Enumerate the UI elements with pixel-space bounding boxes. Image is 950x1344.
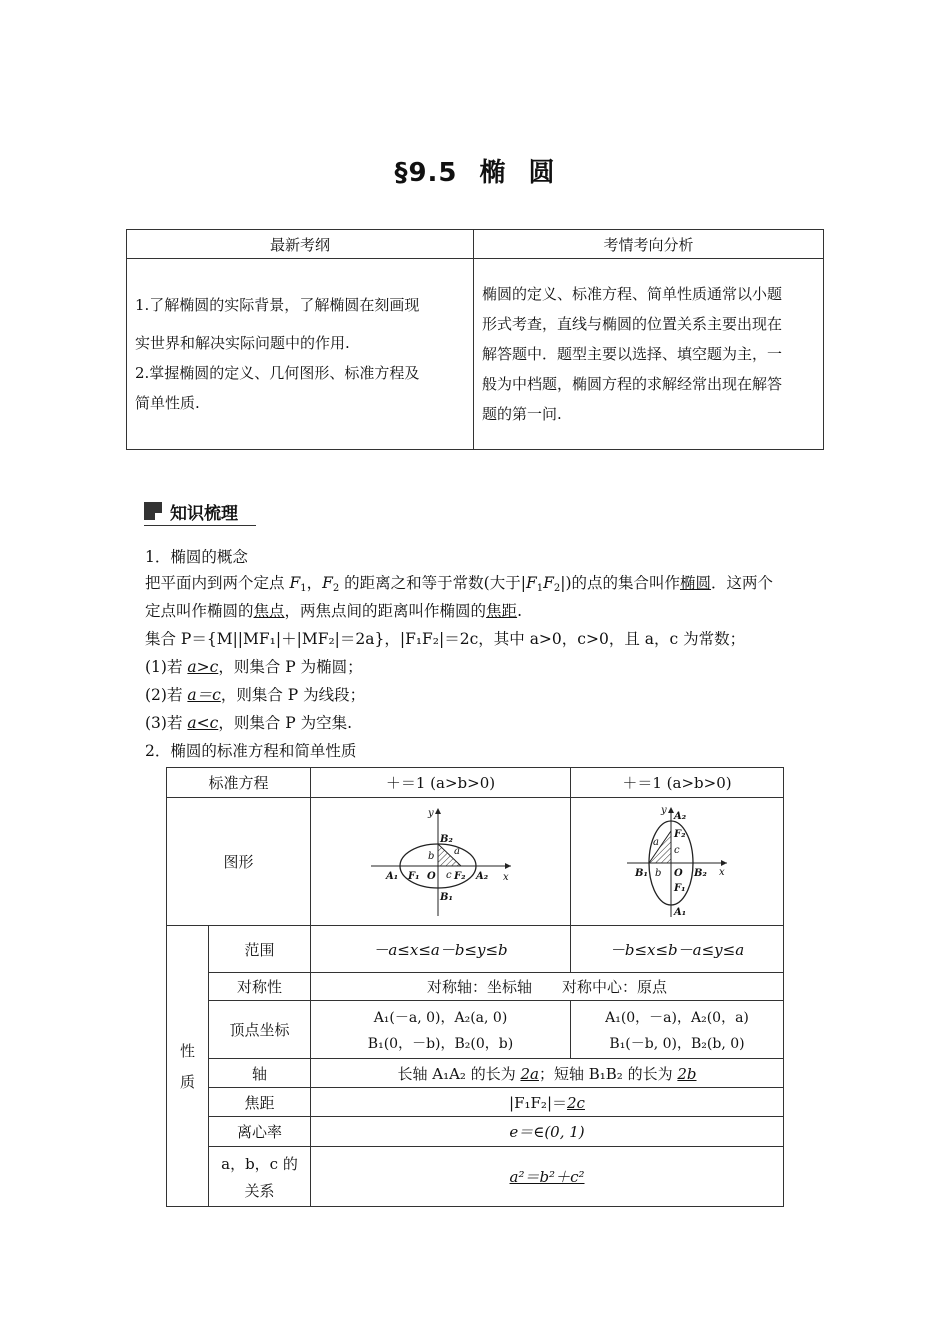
vertices-horizontal xyxy=(311,1001,571,1059)
text: |F₁F₂|＝ xyxy=(509,1093,567,1112)
term-ellipse: 椭圆 xyxy=(680,574,712,592)
label-b: b xyxy=(427,850,434,862)
text: 定点叫作椭圆的 xyxy=(145,602,254,620)
symmetry-value: 对称轴：坐标轴 对称中心：原点 xyxy=(311,973,784,1001)
analysis-line: 题的第一问. xyxy=(482,405,562,423)
outline-line: 2.掌握椭圆的定义、几何图形、标准方程及 xyxy=(135,364,420,382)
text: ，则集合 P 为椭圆； xyxy=(218,658,363,676)
vertices-vertical-line-1: A₁(0，－a)，A₂(0，a) xyxy=(605,1009,749,1026)
outline-line: 简单性质. xyxy=(135,394,200,412)
page-title xyxy=(0,152,950,189)
label-abc-relation xyxy=(209,1147,311,1207)
label-symmetry: 对称性 xyxy=(209,973,311,1001)
text: (3)若 xyxy=(145,714,188,732)
range-vertical: －b≤x≤b－a≤y≤a xyxy=(571,926,784,973)
label-A1: A₁ xyxy=(385,870,398,882)
analysis-line: 形式考查，直线与椭圆的位置关系主要出现在 xyxy=(482,315,783,333)
label-F1: F₁ xyxy=(674,882,686,894)
title-char-2: 圆 xyxy=(528,158,556,188)
minor-axis-length: 2b xyxy=(677,1064,697,1083)
x-arrow-icon xyxy=(505,863,511,869)
figure-vertical-cell xyxy=(571,798,784,926)
label-A2: A₂ xyxy=(674,810,687,822)
vertices-vertical xyxy=(571,1001,784,1059)
text: (2)若 xyxy=(145,686,188,704)
label-x: x xyxy=(502,871,509,883)
text: ；短轴 B₁B₂ 的长为 xyxy=(538,1064,678,1083)
figure-horizontal-cell xyxy=(311,798,571,926)
label-a: a xyxy=(653,836,659,848)
label-B1: B₁ xyxy=(635,867,648,879)
syllabus-header-outline: 最新考纲 xyxy=(127,230,474,259)
case-1-condition: a>c xyxy=(187,658,219,676)
label-b: b xyxy=(655,867,662,879)
case-2 xyxy=(145,683,365,705)
vertices-horizontal-line-2: B₁(0，－b)，B₂(0，b) xyxy=(367,1035,514,1052)
vertices-vertical-line-2: B₁(－b, 0)，B₂(b, 0) xyxy=(609,1035,745,1052)
outline-line: 实世界和解决实际问题中的作用. xyxy=(135,334,350,352)
text: 的距离之和等于常数(大于| xyxy=(339,574,526,592)
label-eccentricity: 离心率 xyxy=(209,1117,311,1147)
x-arrow-icon xyxy=(721,860,727,866)
label-c: c xyxy=(674,844,680,856)
section-header xyxy=(144,497,238,525)
title-section-number: §9.5 xyxy=(394,158,458,188)
standard-heading: 2．椭圆的标准方程和简单性质 xyxy=(145,742,357,760)
text: . xyxy=(517,602,522,620)
label-abc-relation-line-2: 关系 xyxy=(244,1181,275,1200)
concept-heading: 1．椭圆的概念 xyxy=(145,548,248,566)
syllabus-outline-cell xyxy=(127,259,474,450)
section-header-label: 知识梳理 xyxy=(170,503,238,524)
text: 长轴 A₁A₂ 的长为 xyxy=(397,1064,521,1083)
ellipse-properties-table xyxy=(166,767,784,1207)
equation-vertical: ＋＝1 (a>b>0) xyxy=(571,768,784,798)
label-figure: 图形 xyxy=(167,798,311,926)
section-square-icon xyxy=(144,502,162,520)
focal-distance-value xyxy=(311,1088,784,1117)
concept-line-1: 把平面内到两个定点 $F_1$，$F_2$ 的距离之和等于常数(大于$|F_1F_2|$)的点的集合叫作椭圆．这两个 xyxy=(145,574,774,594)
text: ．这两个 xyxy=(711,574,774,592)
text: ，则集合 P 为线段； xyxy=(220,686,366,704)
text: 把平面内到两个定点 xyxy=(145,574,290,592)
label-x: x xyxy=(719,866,725,878)
text: ，两焦点间的距离叫作椭圆的 xyxy=(284,602,487,620)
label-F2: F₂ xyxy=(453,870,465,882)
case-1 xyxy=(145,655,363,677)
axis-value xyxy=(311,1059,784,1088)
label-properties-char-2: 质 xyxy=(179,1073,195,1091)
eccentricity-value: e＝∈(0, 1) xyxy=(311,1117,784,1147)
label-y: y xyxy=(427,807,434,819)
text: ， xyxy=(306,574,323,592)
vertices-horizontal-line-1: A₁(－a, 0)，A₂(a, 0) xyxy=(373,1009,508,1026)
analysis-line: 椭圆的定义、标准方程、简单性质通常以小题 xyxy=(482,285,783,303)
text: (1)若 xyxy=(145,658,188,676)
label-B1: B₁ xyxy=(439,891,453,903)
case-3-condition: a<c xyxy=(187,714,219,732)
y-arrow-icon xyxy=(435,808,441,814)
case-3 xyxy=(145,711,352,733)
label-A1: A₁ xyxy=(674,906,687,918)
set-definition: 集合 P＝{M||MF₁|＋|MF₂|＝2a}，|F₁F₂|＝2c，其中 a>0，c>0，且 a，c 为常数； xyxy=(145,630,746,648)
title-char-1: 椭 xyxy=(479,158,507,188)
term-focus: 焦点 xyxy=(253,602,285,620)
outline-line: 1.了解椭圆的实际背景，了解椭圆在刻画现 xyxy=(135,296,420,314)
label-range: 范围 xyxy=(209,926,311,973)
label-axis: 轴 xyxy=(209,1059,311,1088)
concept-line-2 xyxy=(145,599,522,621)
label-properties xyxy=(167,926,209,1207)
syllabus-header-analysis: 考情考向分析 xyxy=(474,230,824,259)
abc-relation-value: a²＝b²＋c² xyxy=(311,1147,784,1207)
label-F2: F₂ xyxy=(674,828,686,840)
label-B2: B₂ xyxy=(694,867,707,879)
syllabus-analysis-cell xyxy=(474,259,824,450)
text: |)的点的集合叫作 xyxy=(560,574,680,592)
vertical-ellipse-figure xyxy=(619,803,735,921)
label-c: c xyxy=(445,869,452,881)
text: ，则集合 P 为空集. xyxy=(218,714,353,732)
label-focal-distance: 焦距 xyxy=(209,1088,311,1117)
focal-distance-answer: 2c xyxy=(567,1093,585,1112)
syllabus-table xyxy=(126,229,824,450)
equation-horizontal: ＋＝1 (a>b>0) xyxy=(311,768,571,798)
label-properties-char-1: 性 xyxy=(179,1042,195,1060)
horizontal-ellipse-figure xyxy=(366,804,516,920)
label-a: a xyxy=(453,845,460,857)
label-O: O xyxy=(674,867,683,879)
label-O: O xyxy=(426,870,436,882)
label-vertices: 顶点坐标 xyxy=(209,1001,311,1059)
analysis-line: 般为中档题，椭圆方程的求解经常出现在解答 xyxy=(482,375,783,393)
major-axis-length: 2a xyxy=(520,1064,539,1083)
label-A2: A₂ xyxy=(475,870,488,882)
label-abc-relation-line-1: a，b，c 的 xyxy=(221,1154,298,1173)
label-B2: B₂ xyxy=(439,833,453,845)
section-underline xyxy=(144,525,256,526)
term-focal-distance: 焦距 xyxy=(486,602,518,620)
range-horizontal: －a≤x≤a－b≤y≤b xyxy=(311,926,571,973)
label-F1: F₁ xyxy=(407,870,419,882)
case-2-condition: a＝c xyxy=(187,686,221,704)
analysis-line: 解答题中．题型主要以选择、填空题为主，一 xyxy=(482,345,783,363)
label-standard-equation: 标准方程 xyxy=(167,768,311,798)
label-y: y xyxy=(661,804,667,816)
